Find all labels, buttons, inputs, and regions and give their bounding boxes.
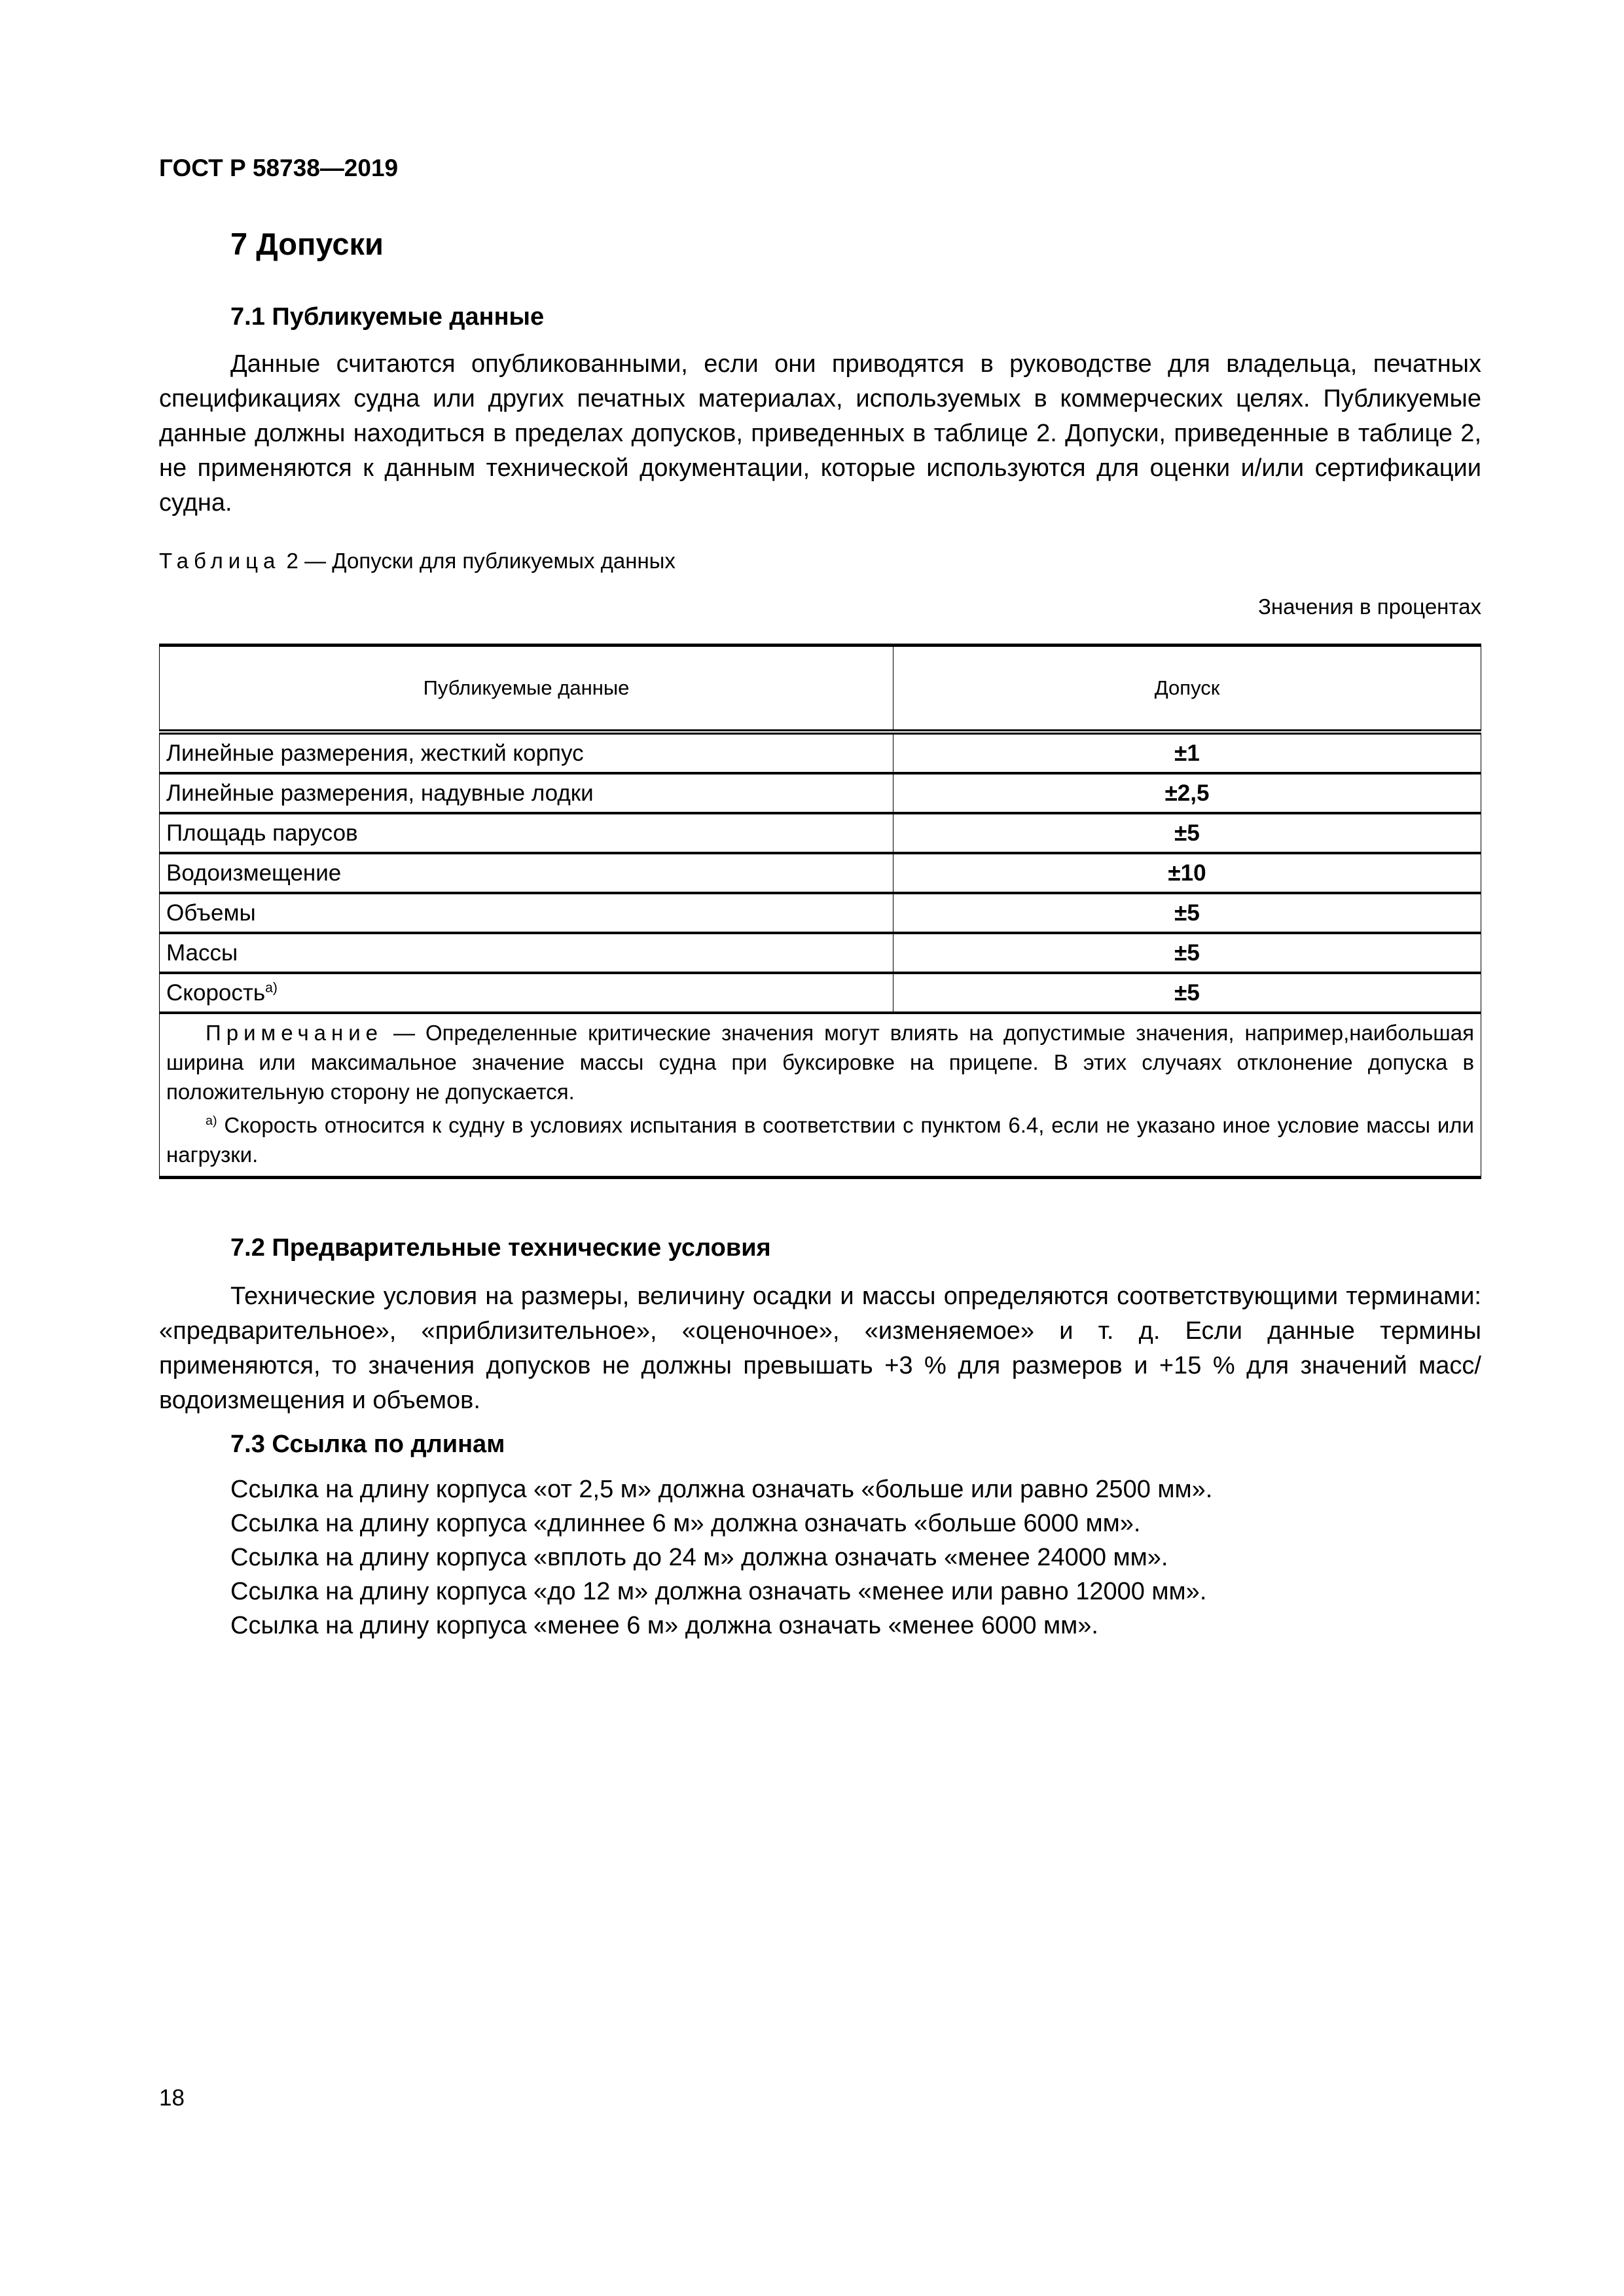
subsection-7-3-title: 7.3 Ссылка по длинам [230, 1430, 505, 1458]
subsection-7-1-text [159, 347, 1481, 520]
subsection-7-3-lines [230, 1472, 1212, 1643]
cell-item: Линейные размерения, надувные лодки [160, 773, 893, 813]
subsection-7-2-text [159, 1279, 1481, 1418]
subsection-7-1-title: 7.1 Публикуемые данные [230, 303, 545, 331]
footnote-mark: a) [206, 1114, 217, 1128]
subsection-7-2-title: 7.2 Предварительные технические условия [230, 1234, 771, 1262]
table-row [160, 813, 1481, 853]
line: Ссылка на длину корпуса «длиннее 6 м» должна означать «больше 6000 мм». [230, 1510, 1141, 1537]
table-row [160, 973, 1481, 1013]
document-id: ГОСТ Р 58738—2019 [159, 155, 399, 181]
item-text: Скорость [166, 979, 266, 1006]
table-caption [159, 549, 676, 574]
caption-label: Таблица [159, 549, 281, 573]
cell-value: ±2,5 [893, 773, 1481, 813]
cell-value: ±1 [893, 732, 1481, 773]
note [166, 1018, 1474, 1106]
line: Ссылка на длину корпуса «менее 6 м» должна означать «менее 6000 мм». [230, 1612, 1098, 1639]
cell-item: Массы [160, 933, 893, 973]
table-row [160, 893, 1481, 933]
page-number: 18 [159, 2085, 185, 2111]
cell-item: Площадь парусов [160, 813, 893, 853]
table-row [160, 853, 1481, 893]
cell-value: ±5 [893, 893, 1481, 933]
column-header: Допуск [893, 646, 1481, 733]
footnote-ref: a) [265, 979, 278, 995]
cell-item: Водоизмещение [160, 853, 893, 893]
line: Ссылка на длину корпуса «до 12 м» должна означать «менее или равно 12000 мм». [230, 1578, 1207, 1605]
line: Ссылка на длину корпуса «от 2,5 м» должна означать «больше или равно 2500 мм». [230, 1476, 1213, 1503]
paragraph: Технические условия на размеры, величину осадки и массы определяются соответствующими терминами: «предварительное», «приблизительное», «оценочное», «изменяемое» и т. д. Если данные термины применяются, то значения допусков не должны превышать +3 % для размеров и +15 % для значений масс/водоизмещения и объемов. [159, 1283, 1481, 1414]
table-note-row [160, 1013, 1481, 1178]
cell-value: ±5 [893, 813, 1481, 853]
table-row [160, 933, 1481, 973]
table-row [160, 773, 1481, 813]
footnote [166, 1106, 1474, 1169]
cell-item [160, 973, 893, 1013]
cell-value: ±5 [893, 973, 1481, 1013]
table-row [160, 732, 1481, 773]
table-note [160, 1013, 1481, 1178]
cell-value: ±10 [893, 853, 1481, 893]
note-text: — Определенные критические значения могут влиять на допустимые значения, например,наибольшая ширина или максимальное значение массы судна при буксировке на прицепе. В этих случаях отклонение допуска в положительную сторону не допускается. [166, 1021, 1474, 1104]
note-label: Примечание [206, 1021, 384, 1045]
cell-value: ±5 [893, 933, 1481, 973]
table-units: Значения в процентах [1257, 594, 1481, 619]
tolerance-table [159, 644, 1481, 1179]
cell-item: Линейные размерения, жесткий корпус [160, 732, 893, 773]
footnote-text: Скорость относится к судну в условиях испытания в соответствии с пунктом 6.4, если не указано иное условие массы или нагрузки. [166, 1113, 1474, 1167]
paragraph: Данные считаются опубликованными, если они приводятся в руководстве для владельца, печатных спецификациях судна или других печатных материалах, используемых в коммерческих целях. Публикуемые данные должны находиться в пределах допусков, приведенных в таблице 2. Допуски, приведенные в таблице 2, не применяются к данным технической документации, которые используются для оценки и/или сертификации судна. [159, 350, 1481, 517]
caption-text: 2 — Допуски для публикуемых данных [280, 549, 676, 573]
section-title: 7 Допуски [230, 227, 384, 261]
column-header: Публикуемые данные [160, 646, 893, 733]
line: Ссылка на длину корпуса «вплоть до 24 м» должна означать «менее 24000 мм». [230, 1544, 1168, 1571]
cell-item: Объемы [160, 893, 893, 933]
